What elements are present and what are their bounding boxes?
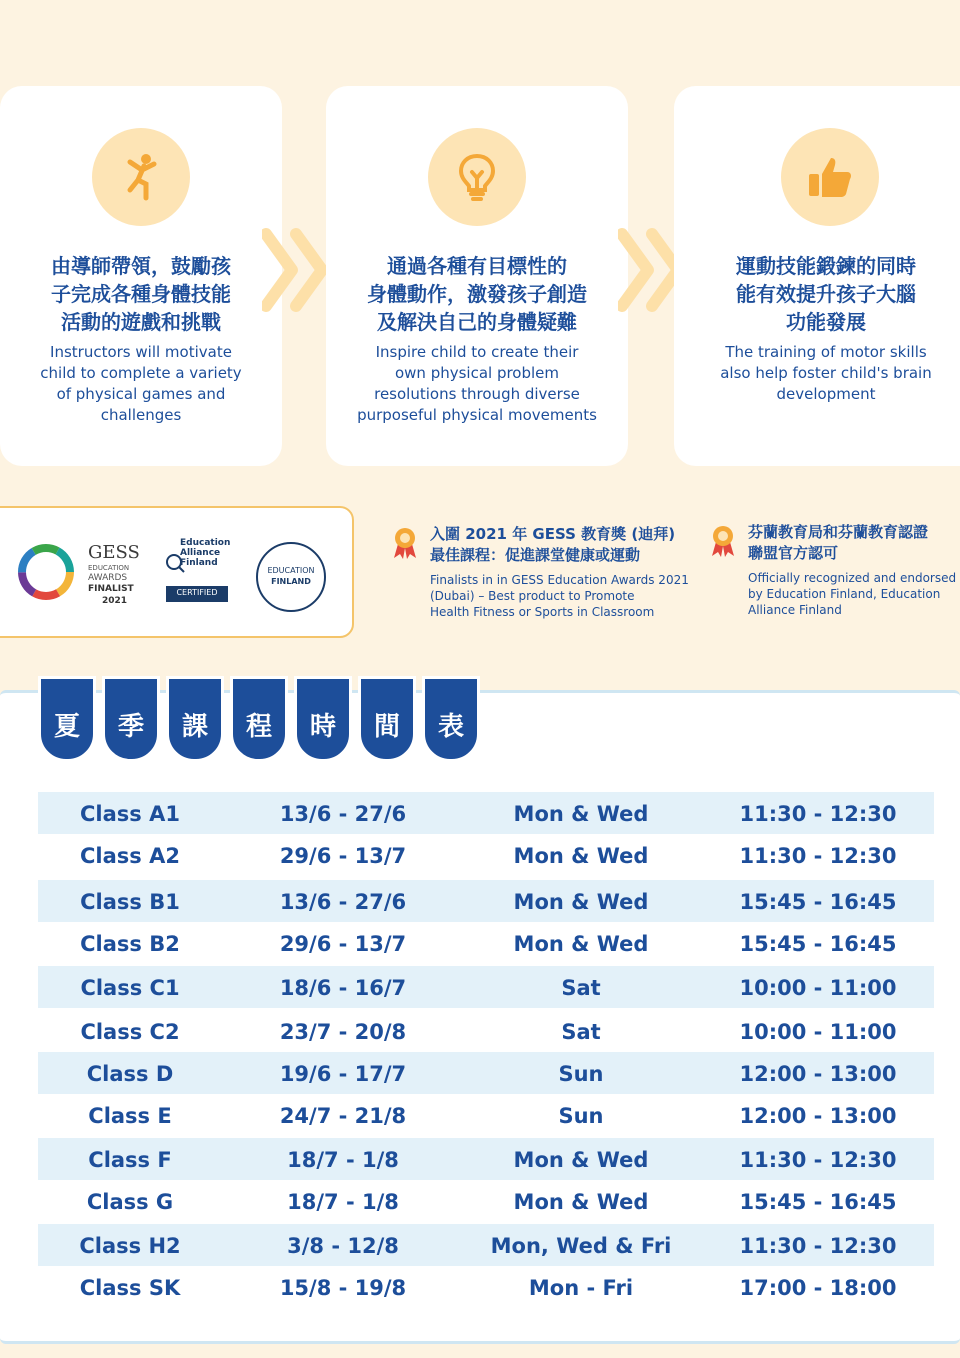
table-row <box>38 1010 934 1052</box>
table-row <box>38 834 934 876</box>
class-days: Mon & Wed <box>513 1190 649 1214</box>
title-char: 課 <box>166 676 224 762</box>
class-dates: 13/6 - 27/6 <box>279 890 407 914</box>
gess-name: GESS <box>88 542 140 563</box>
class-time: 12:00 - 13:00 <box>739 1104 897 1128</box>
class-time: 15:45 - 16:45 <box>739 890 897 914</box>
gess-line2: AWARDS <box>88 573 128 583</box>
award-desc-en: Finalists in in GESS Education Awards 2021 (Dubai) – Best product to Promote Health Fitness or Sports in Classroom <box>430 573 689 619</box>
class-dates: 19/6 - 17/7 <box>279 1062 407 1086</box>
table-row <box>38 1052 934 1094</box>
icon-circle <box>428 128 526 226</box>
class-name: Class G <box>86 1190 174 1214</box>
education-alliance-logo: Education Alliance Finland CERTIFIED <box>164 538 236 608</box>
class-name: Class C1 <box>80 976 180 1000</box>
gess-line3: FINALIST <box>88 584 134 594</box>
class-name: Class SK <box>79 1276 181 1300</box>
class-time: 10:00 - 11:00 <box>739 976 897 1000</box>
magnifier-icon <box>164 552 186 574</box>
class-dates: 18/6 - 16/7 <box>279 976 407 1000</box>
table-row <box>38 1266 934 1308</box>
class-time: 17:00 - 18:00 <box>739 1276 897 1300</box>
class-time: 11:30 - 12:30 <box>739 844 897 868</box>
title-char: 間 <box>358 676 416 762</box>
icon-circle <box>92 128 190 226</box>
class-days: Mon, Wed & Fri <box>490 1234 672 1258</box>
gess-ring-icon <box>14 540 78 604</box>
class-time: 12:00 - 13:00 <box>739 1062 897 1086</box>
table-row <box>38 1094 934 1136</box>
gess-line1: EDUCATION <box>88 564 130 572</box>
education-finland-seal: EDUCATION FINLAND <box>256 542 326 612</box>
award-title-zh: 芬蘭教育局和芬蘭教育認證 聯盟官方認可 <box>748 523 929 562</box>
class-days: Mon & Wed <box>513 1148 649 1172</box>
double-chevron-right-icon <box>262 228 334 312</box>
award-desc-en: Officially recognized and endorsed by Education Finland, Education Alliance Finland <box>748 571 957 617</box>
feature-title-zh: 由導師帶領，鼓勵孩 子完成各種身體技能 活動的遊戲和挑戰 <box>51 254 231 334</box>
class-name: Class A1 <box>80 802 180 826</box>
class-name: Class H2 <box>79 1234 181 1258</box>
class-days: Sun <box>558 1104 604 1128</box>
medal-icon <box>710 524 736 558</box>
table-row <box>38 1180 934 1222</box>
feature-desc-en: Inspire child to create their own physical problem resolutions through diverse purposeful physical movements <box>357 343 597 424</box>
feature-card-1 <box>0 86 282 466</box>
table-row <box>38 1224 934 1266</box>
class-days: Mon & Wed <box>513 932 649 956</box>
class-name: Class C2 <box>80 1020 180 1044</box>
class-days: Sun <box>558 1062 604 1086</box>
medal-icon <box>392 526 418 560</box>
title-char: 程 <box>230 676 288 762</box>
title-char: 季 <box>102 676 160 762</box>
class-time: 11:30 - 12:30 <box>739 802 897 826</box>
title-char: 時 <box>294 676 352 762</box>
class-days: Sat <box>561 1020 601 1044</box>
table-row <box>38 880 934 922</box>
class-time: 11:30 - 12:30 <box>739 1148 897 1172</box>
class-name: Class A2 <box>80 844 180 868</box>
class-dates: 15/8 - 19/8 <box>279 1276 407 1300</box>
feature-desc-en: Instructors will motivate child to complete a variety of physical games and challenges <box>40 343 242 424</box>
jumping-person-icon <box>116 152 166 202</box>
certified-badge: CERTIFIED <box>166 586 228 602</box>
class-dates: 18/7 - 1/8 <box>287 1148 399 1172</box>
class-dates: 24/7 - 21/8 <box>279 1104 407 1128</box>
table-row <box>38 792 934 834</box>
class-days: Mon & Wed <box>513 890 649 914</box>
feature-desc-en: The training of motor skills also help foster child's brain development <box>720 343 932 403</box>
table-row <box>38 966 934 1008</box>
class-days: Mon - Fri <box>528 1276 634 1300</box>
class-dates: 13/6 - 27/6 <box>279 802 407 826</box>
award-title-zh: 入圍 2021 年 GESS 教育獎 (迪拜) 最佳課程：促進課堂健康或運動 <box>430 525 676 564</box>
table-row <box>38 1138 934 1180</box>
lightbulb-icon <box>452 152 502 202</box>
class-time: 15:45 - 16:45 <box>739 1190 897 1214</box>
class-name: Class E <box>88 1104 172 1128</box>
class-dates: 29/6 - 13/7 <box>279 844 407 868</box>
title-char: 表 <box>422 676 480 762</box>
icon-circle <box>781 128 879 226</box>
class-name: Class B2 <box>80 932 180 956</box>
feature-title-zh: 運動技能鍛鍊的同時 能有效提升孩子大腦 功能發展 <box>736 254 916 334</box>
class-name: Class F <box>88 1148 172 1172</box>
class-dates: 18/7 - 1/8 <box>287 1190 399 1214</box>
table-row <box>38 922 934 964</box>
class-time: 15:45 - 16:45 <box>739 932 897 956</box>
feature-card-2 <box>326 86 628 466</box>
feature-title-zh: 通過各種有目標性的 身體動作，激發孩子創造 及解決自己的身體疑難 <box>367 254 587 334</box>
class-name: Class B1 <box>80 890 180 914</box>
class-time: 10:00 - 11:00 <box>739 1020 897 1044</box>
gess-logo <box>14 540 154 610</box>
feature-card-3 <box>674 86 960 466</box>
title-char: 夏 <box>38 676 96 762</box>
class-dates: 23/7 - 20/8 <box>279 1020 407 1044</box>
class-time: 11:30 - 12:30 <box>739 1234 897 1258</box>
class-days: Sat <box>561 976 601 1000</box>
gess-year: 2021 <box>102 596 128 606</box>
thumbs-up-icon <box>805 152 855 202</box>
class-name: Class D <box>86 1062 174 1086</box>
class-days: Mon & Wed <box>513 844 649 868</box>
class-days: Mon & Wed <box>513 802 649 826</box>
class-dates: 29/6 - 13/7 <box>279 932 407 956</box>
award-logos-box <box>0 506 354 638</box>
class-dates: 3/8 - 12/8 <box>287 1234 399 1258</box>
